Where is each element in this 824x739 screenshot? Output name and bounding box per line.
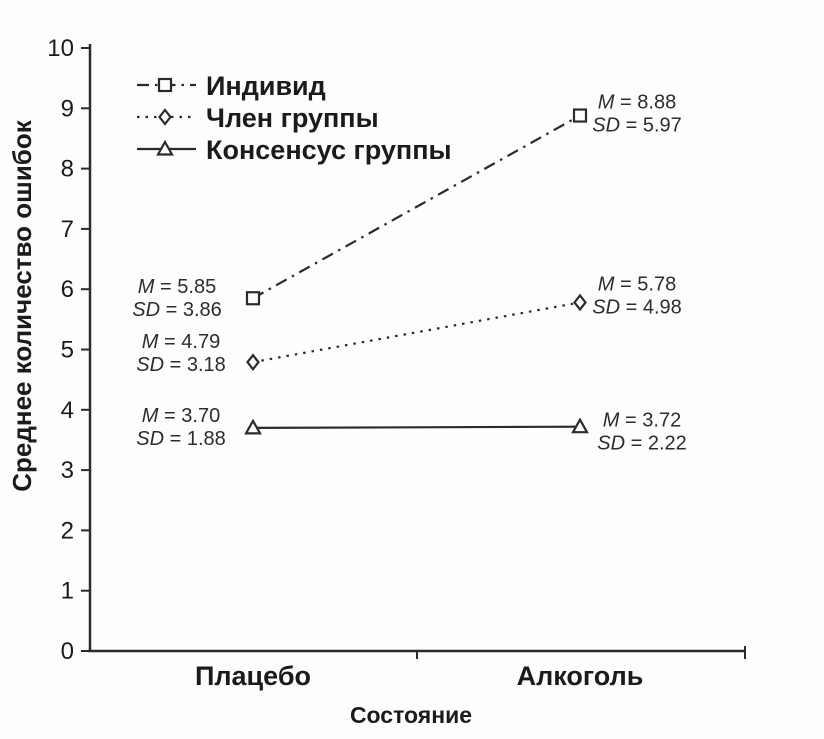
series-line-group-consensus: [253, 427, 580, 428]
marker-square-icon: [574, 110, 586, 122]
legend-item-label: Член группы: [206, 103, 379, 133]
y-tick-label: 9: [60, 95, 74, 123]
marker-diamond-icon: [248, 355, 259, 369]
legend-item-group-member: [137, 103, 379, 133]
legend-marker-square-icon: [159, 79, 171, 91]
legend-marker-diamond-icon: [160, 110, 171, 124]
annotation-mean: M = 5.85: [137, 276, 217, 299]
annotation-sd: SD = 3.86: [132, 299, 222, 322]
y-tick-label: 0: [60, 638, 74, 665]
annotation-mean: M = 3.72: [602, 409, 682, 432]
annotation-mean: M = 8.88: [597, 91, 677, 114]
y-tick-label: 7: [60, 215, 74, 243]
series-group-consensus: [136, 405, 687, 455]
y-tick-label: 5: [60, 336, 74, 364]
annotation-mean: M = 5.78: [597, 273, 677, 296]
x-category-label: Алкоголь: [516, 661, 644, 691]
x-category-label: Плацебо: [194, 661, 312, 691]
y-tick-label: 3: [60, 457, 74, 485]
annotation-sd: SD = 4.98: [592, 296, 682, 319]
legend: [137, 71, 452, 165]
annotation-mean: M = 4.79: [141, 331, 221, 354]
annotation-sd: SD = 5.97: [592, 114, 682, 137]
y-tick-label: 10: [47, 35, 74, 62]
x-axis-title: Состояние: [349, 702, 473, 728]
legend-item-group-consensus: [137, 135, 452, 165]
marker-diamond-icon: [575, 295, 586, 309]
annotation-sd: SD = 2.22: [597, 432, 687, 455]
series-group-member: [136, 273, 682, 376]
marker-square-icon: [247, 292, 259, 304]
annotation-sd: SD = 3.18: [136, 354, 226, 377]
y-tick-label: 6: [60, 276, 74, 304]
annotation-mean: M = 3.70: [141, 404, 221, 427]
y-tick-label: 4: [60, 396, 74, 424]
y-axis-title: Среднее количество ошибок: [7, 120, 37, 492]
legend-item-label: Индивид: [206, 71, 326, 101]
y-tick-label: 2: [60, 517, 74, 545]
annotation-sd: SD = 1.88: [136, 427, 226, 450]
series-line-group-member: [253, 302, 580, 362]
legend-item-label: Консенсус группы: [206, 135, 452, 165]
y-tick-label: 1: [60, 577, 74, 605]
y-tick-label: 8: [60, 155, 74, 183]
legend-item-individual: [137, 71, 326, 101]
